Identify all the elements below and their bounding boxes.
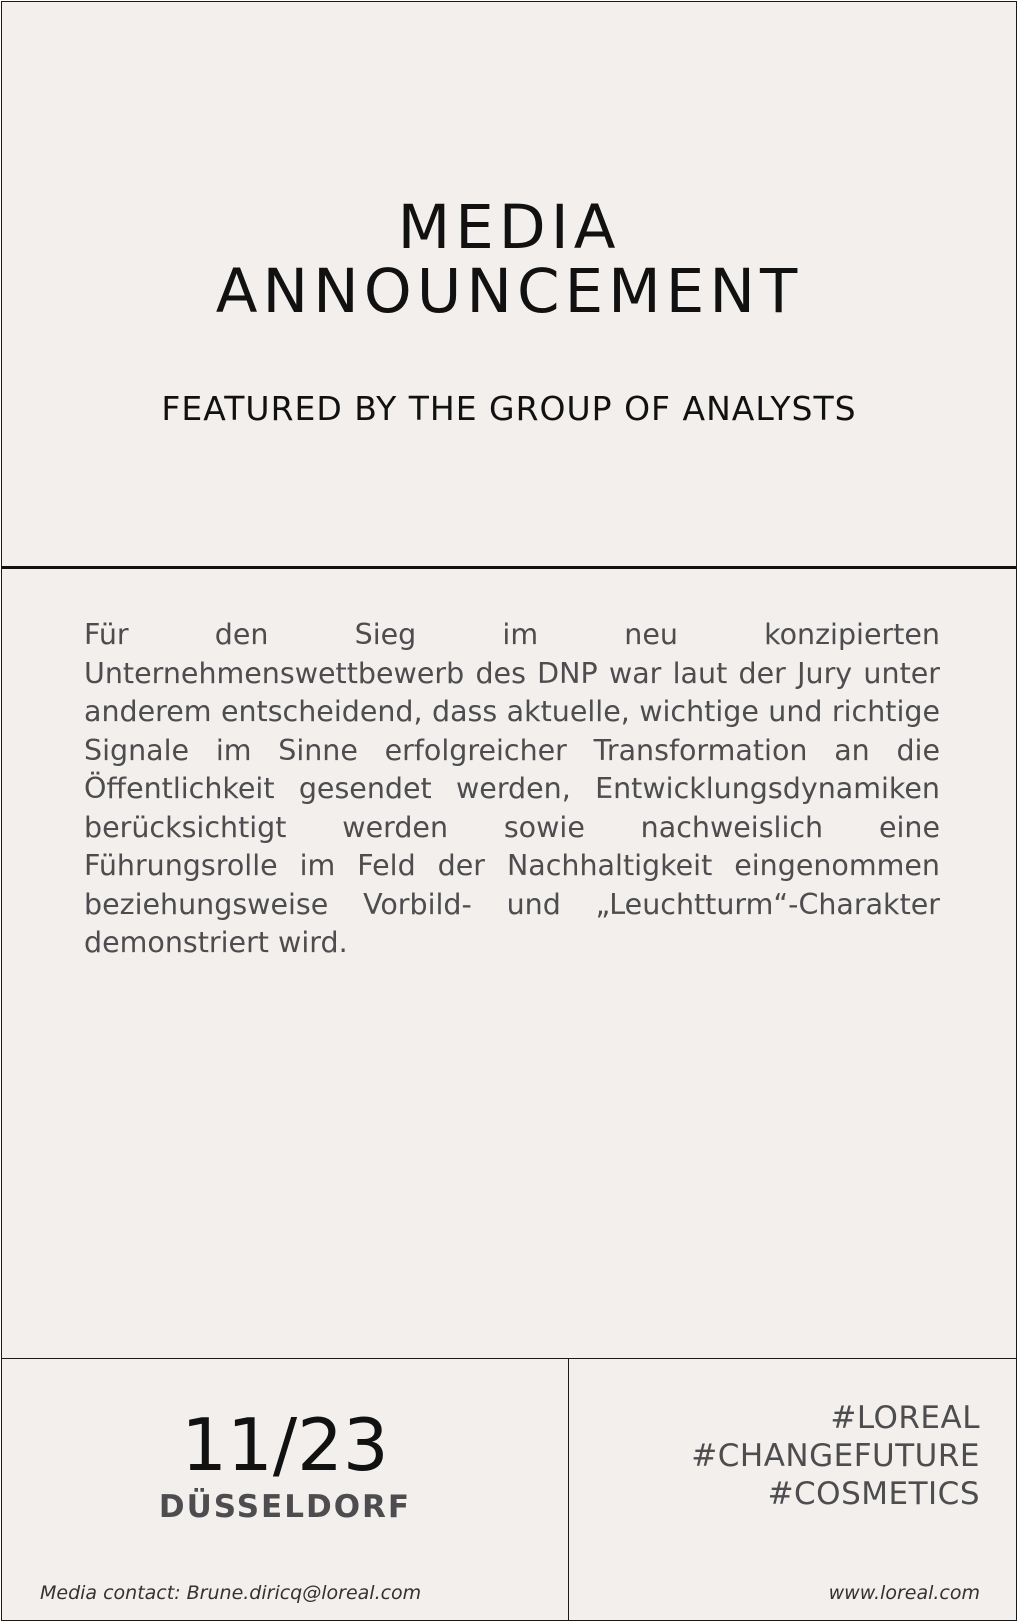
hashtag-list: [691, 1399, 980, 1513]
media-contact: Media contact: Brune.diricq@loreal.com: [40, 1582, 422, 1604]
website-link[interactable]: www.loreal.com: [828, 1582, 980, 1604]
footer-section: [2, 1358, 1016, 1620]
header-section: [2, 2, 1016, 569]
footer-right-panel: [569, 1359, 1016, 1620]
body-paragraph: Für den Sieg im neu konzipierten Unternehmenswettbewerb des DNP war laut der Jury unter anderem entscheidend, dass aktuelle, wichtige und richtige Signale im Sinne erfolgreicher Transformation an die Öffentlichkeit gesendet werden, Entwicklungsdynamiken berücksichtigt werden sowie nachweislich eine Führungsrolle im Feld der Nachhaltigkeit eingenommen beziehungsweise Vorbild- und „Leuchtturm“-Charakter demonstriert wird.: [84, 618, 940, 959]
subtitle: FEATURED BY THE GROUP OF ANALYSTS: [161, 389, 857, 428]
announcement-page: [1, 1, 1017, 1621]
city-label: DÜSSELDORF: [158, 1489, 412, 1525]
hashtag-item: #LOREAL: [830, 1400, 980, 1436]
title-line-2: ANNOUNCEMENT: [215, 256, 803, 327]
hashtag-item: #CHANGEFUTURE: [691, 1438, 980, 1474]
page-title: [2, 192, 1016, 327]
date-label: 11/23: [181, 1403, 389, 1487]
hashtag-item: #COSMETICS: [767, 1476, 980, 1512]
title-line-1: MEDIA: [397, 192, 621, 263]
footer-left-panel: [2, 1359, 569, 1620]
